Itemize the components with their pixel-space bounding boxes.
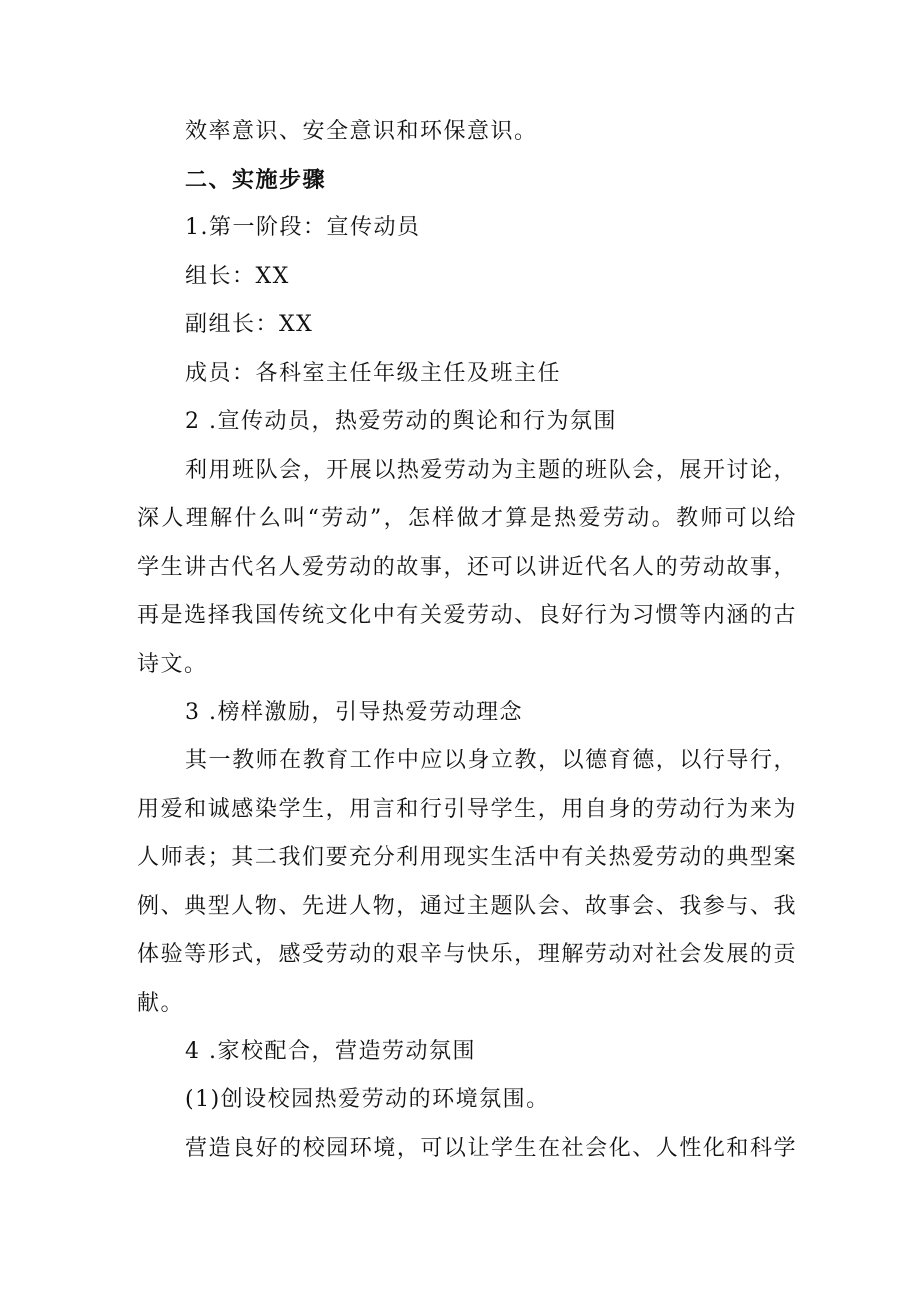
deputy-leader-line: 副组长：XX xyxy=(185,312,314,337)
paragraph-line: 深人理解什么叫“劳动”，怎样做才算是热爱劳动。教师可以给 xyxy=(137,506,797,531)
section-heading: 二、实施步骤 xyxy=(185,168,327,193)
paragraph-line: 献。 xyxy=(137,991,185,1016)
step-heading: 2 .宣传动员，热爱劳动的舆论和行为氛围 xyxy=(185,409,617,434)
paragraph-line: 用爱和诚感染学生，用言和行引导学生，用自身的劳动行为来为 xyxy=(137,797,797,822)
members-line: 成员：各科室主任年级主任及班主任 xyxy=(185,361,562,386)
paragraph-line: 利用班队会，开展以热爱劳动为主题的班队会，展开讨论， xyxy=(185,458,797,483)
group-leader-line: 组长：XX xyxy=(185,264,290,289)
paragraph-line: 体验等形式，感受劳动的艰辛与快乐，理解劳动对社会发展的贡 xyxy=(137,942,797,967)
paragraph-line: 人师表；其二我们要充分利用现实生活中有关热爱劳动的典型案 xyxy=(137,845,797,870)
paragraph-line: 营造良好的校园环境，可以让学生在社会化、人性化和科学 xyxy=(185,1136,797,1161)
step-heading: 4 .家校配合，营造劳动氛围 xyxy=(185,1039,476,1064)
paragraph-line: 例、典型人物、先进人物，通过主题队会、故事会、我参与、我 xyxy=(137,894,797,919)
paragraph-line: 其一教师在教育工作中应以身立教，以德育德，以行导行， xyxy=(185,748,797,773)
step-heading: 3 .榜样激励，引导热爱劳动理念 xyxy=(185,700,523,725)
paragraph-line: 效率意识、安全意识和环保意识。 xyxy=(185,119,538,144)
sub-item-heading: (1)创设校园热爱劳动的环境氛围。 xyxy=(185,1087,550,1112)
step-heading: 1.第一阶段：宣传动员 xyxy=(185,215,421,240)
paragraph-line: 学生讲古代名人爱劳动的故事，还可以讲近代名人的劳动故事， xyxy=(137,555,797,580)
paragraph-line: 再是选择我国传统文化中有关爱劳动、良好行为习惯等内涵的古 xyxy=(137,603,797,628)
paragraph-line: 诗文。 xyxy=(137,652,208,677)
